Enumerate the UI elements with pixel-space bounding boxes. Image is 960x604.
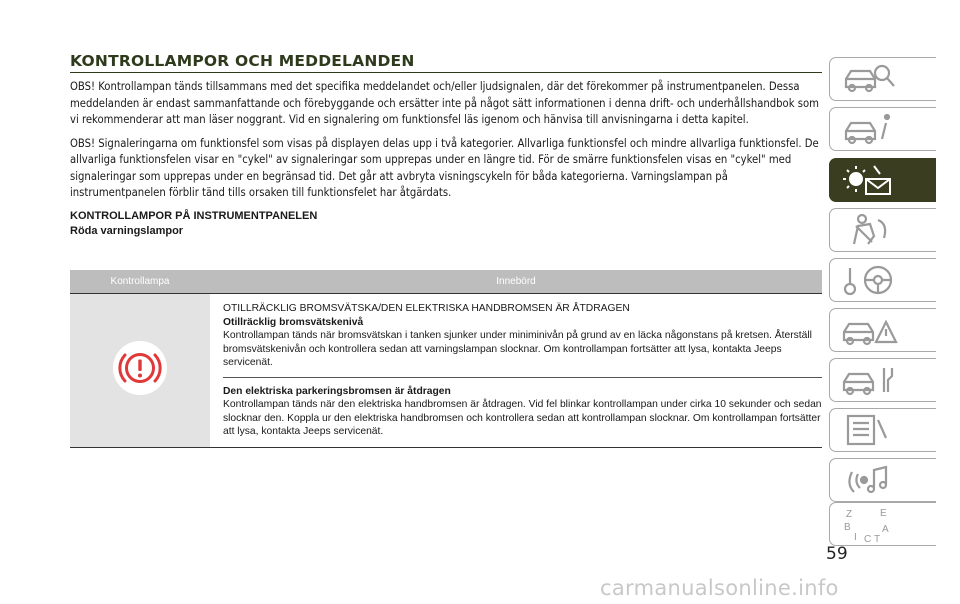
meaning-block-fluid xyxy=(223,294,822,378)
tab-maintenance[interactable] xyxy=(829,358,936,402)
page-title: KONTROLLAMPOR OCH MEDDELANDEN xyxy=(70,52,822,73)
lamp-cell xyxy=(70,294,210,448)
warning-light-message-icon xyxy=(840,162,900,198)
key-steering-wheel-icon xyxy=(840,262,900,298)
svg-text:Z: Z xyxy=(846,509,853,520)
tab-car-search[interactable] xyxy=(829,57,936,101)
row-heading: OTILLRÄCKLIG BROMSVÄTSKA/DEN ELEKTRISKA HANDBROMSEN ÄR ÅTDRAGEN xyxy=(223,303,630,314)
brake-warning-icon xyxy=(112,340,168,396)
page-number: 59 xyxy=(826,544,848,564)
svg-text:E: E xyxy=(880,508,887,519)
warning-lights-table xyxy=(70,270,822,448)
svg-text:T: T xyxy=(874,534,881,545)
tab-index[interactable] xyxy=(829,502,936,546)
column-header-meaning: Innebörd xyxy=(210,270,822,294)
column-header-lamp: Kontrollampa xyxy=(70,270,210,294)
watermark: carmanualsonline.info xyxy=(600,576,839,600)
multimedia-icon xyxy=(840,462,900,498)
meaning-cell xyxy=(210,294,822,448)
meaning-block-parking-brake xyxy=(223,378,822,447)
seatbelt-airbag-icon xyxy=(840,212,900,248)
tab-multimedia[interactable] xyxy=(829,458,936,502)
fluid-level-title: Otillräcklig bromsvätskenivå xyxy=(223,316,364,328)
tab-emergency[interactable] xyxy=(829,308,936,352)
checklist-icon xyxy=(840,412,900,448)
main-content xyxy=(70,52,822,239)
car-info-icon xyxy=(840,111,900,147)
table-row xyxy=(70,294,822,448)
note-paragraph-2: OBS! Signaleringarna om funktionsfel som visas på displayen delas upp i två kategorier. Allvarliga funktionsfel och mindre allvarliga funktionsfel. De allvarliga funktionsfelen visar en "cykel" av signaleringar som upprepas under en längre tid. För de smärre funktionsfelen visas en "cykel" med signaleringar som upprepas under en begränsad tid. Det går att avbryta visningscykeln för båda kategorierna. Varningslampan på instrumentpanelen förblir tänd tills orsaken till funktionsfelet har åtgärdats. xyxy=(70,136,819,199)
parking-brake-title: Den elektriska parkeringsbromsen är åtdragen xyxy=(223,385,451,397)
alphabetical-index-icon xyxy=(840,506,900,546)
fluid-level-text: Kontrollampan tänds när bromsvätskan i tanken sjunker under miniminivån på grund av en läcka någonstans på kretsen. Återställ bromsvätskenivån och kontrollera sedan att varningslampan slocknar. Om kontrollampan fortsätter att lysa, kontakta Jeeps servicenät. xyxy=(223,330,812,368)
car-breakdown-icon xyxy=(840,312,900,348)
svg-text:A: A xyxy=(882,524,889,535)
svg-text:C: C xyxy=(864,534,872,545)
car-search-icon xyxy=(840,61,900,97)
tab-starting-driving[interactable] xyxy=(829,258,936,302)
subsection-heading: Röda varningslampor xyxy=(70,224,184,237)
tab-car-info[interactable] xyxy=(829,107,936,151)
section-heading: KONTROLLAMPOR PÅ INSTRUMENTPANELEN xyxy=(70,209,318,222)
svg-text:I: I xyxy=(854,532,857,543)
note-paragraph-1: OBS! Kontrollampan tänds tillsammans med det specifika meddelandet och/eller ljudsignalen, där det förekommer på instrumentpanelen. Dessa meddelanden är endast sammanfattande och förebyggande och ersätter inte på något sätt informationen i denna drift- och underhållshandbok som vi rekommenderar att man läser noggrant. Vid en signalering om funktionsfel läs igenom och hänvisa till anvisningarna i detta kapitel. xyxy=(70,80,819,126)
svg-text:B: B xyxy=(844,522,851,533)
tab-safety[interactable] xyxy=(829,208,936,252)
tab-technical-data[interactable] xyxy=(829,408,936,452)
car-tools-icon xyxy=(840,362,900,398)
table-header-row xyxy=(70,270,822,294)
tab-warning-lights[interactable] xyxy=(829,158,936,202)
parking-brake-text: Kontrollampan tänds när den elektriska handbromsen är åtdragen. Vid fel blinkar kontrollampan under cirka 10 sekunder och sedan slocknar den. Koppla ur den elektriska handbromsen och kontrollera sedan att kontrollampan slocknar. Om kontrollampan fortsätter att lysa, kontakta Jeeps servicenät. xyxy=(223,399,822,437)
